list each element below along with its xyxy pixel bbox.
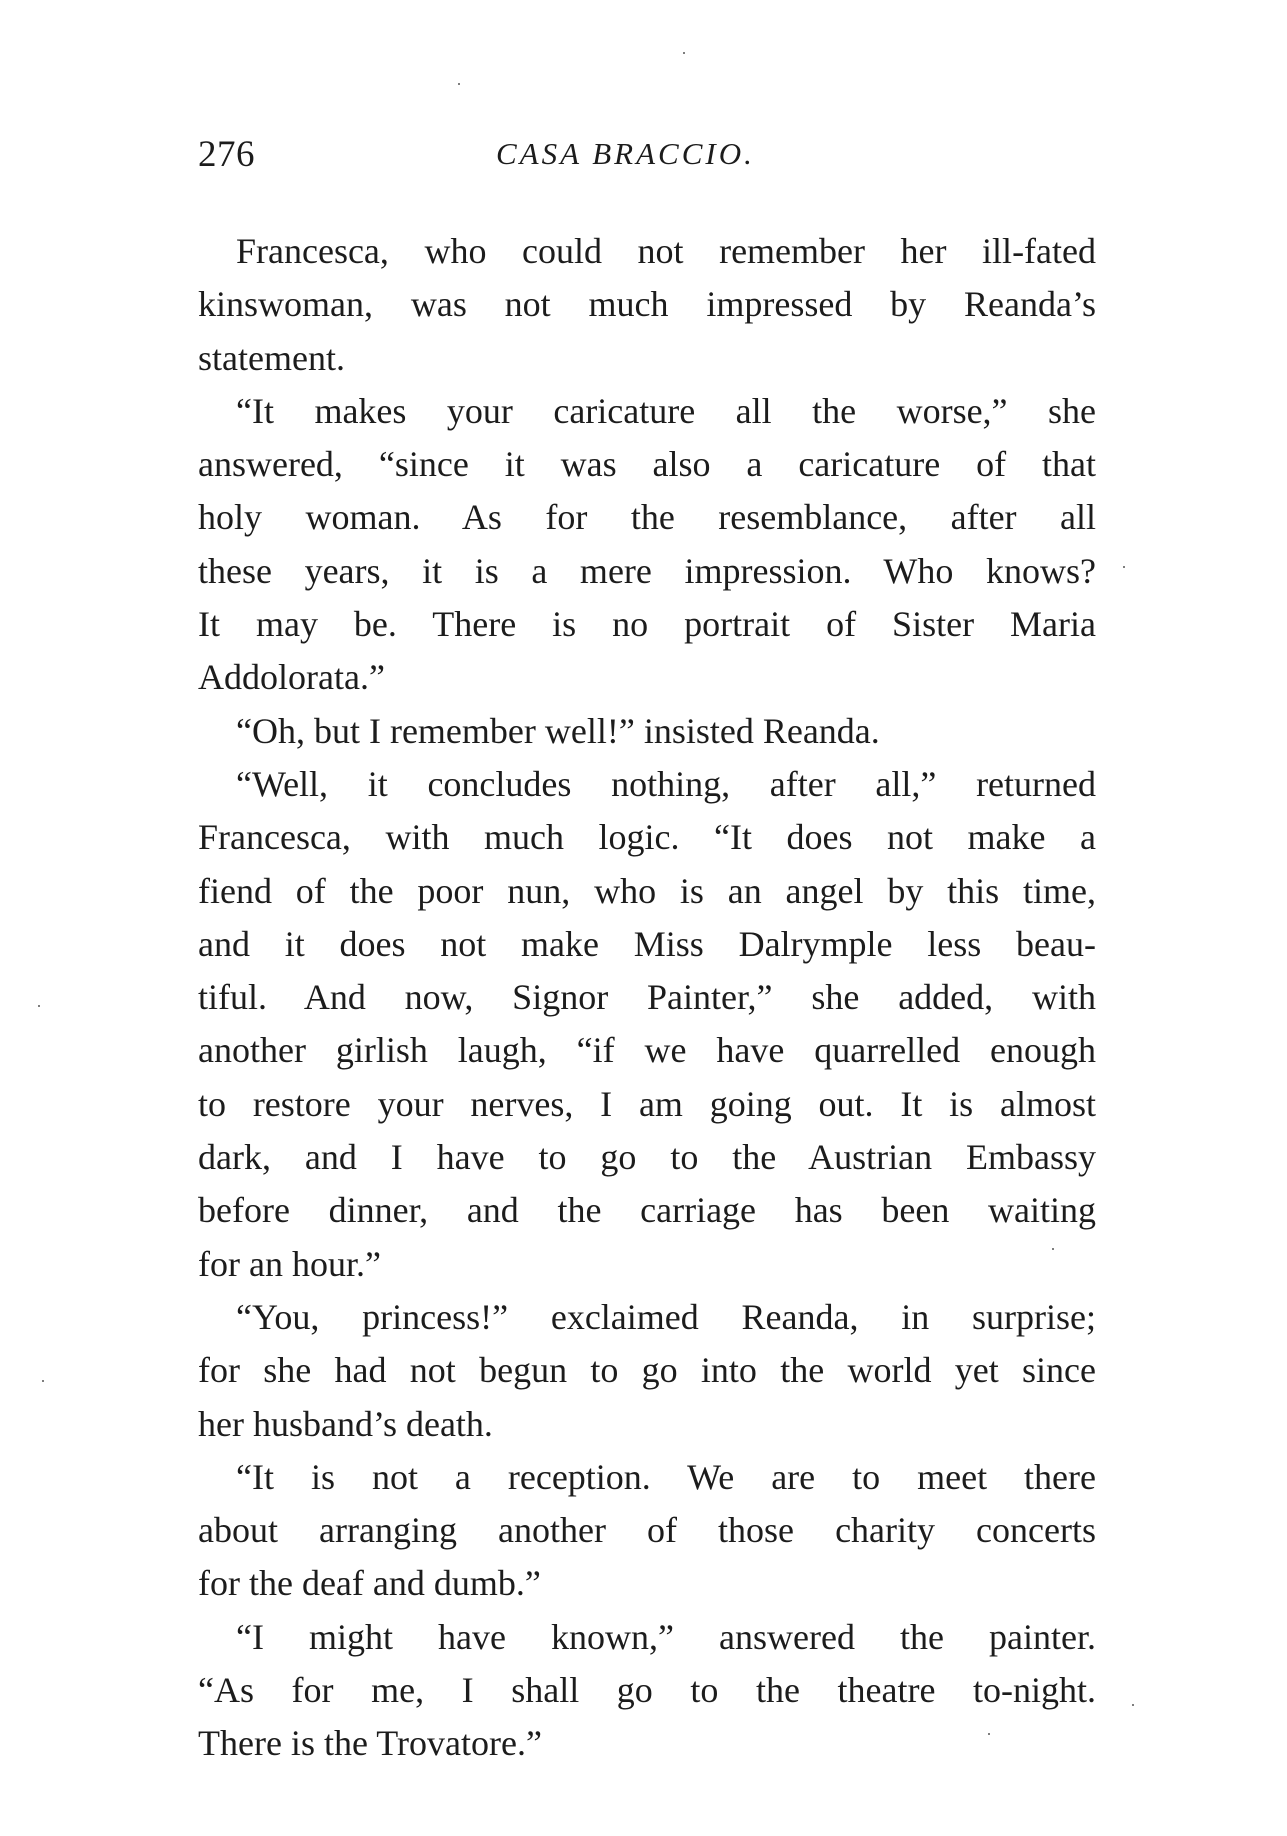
text-line: and it does not make Miss Dalrymple less beau- [198, 923, 1096, 964]
text-line: for she had not begun to go into the world yet since [198, 1350, 1096, 1391]
text-line: Francesca, who could not remember her ill-fated [236, 231, 1096, 271]
text-line: There is the Trovatore.” [198, 1723, 542, 1764]
page-number: 276 [198, 134, 255, 175]
text-line: for an hour.” [198, 1243, 381, 1284]
text-line: Addolorata.” [198, 657, 385, 698]
text-line: It may be. There is no portrait of Sister Maria [198, 604, 1096, 645]
text-line: “Well, it concludes nothing, after all,” returned [236, 763, 1096, 804]
text-line: kinswoman, was not much impressed by Reanda’s [198, 284, 1096, 325]
text-line: tiful. And now, Signor Painter,” she added, with [198, 977, 1096, 1018]
text-line: these years, it is a mere impression. Who knows? [198, 550, 1096, 591]
text-line: to restore your nerves, I am going out. It is almost [198, 1083, 1096, 1124]
text-line: “As for me, I shall go to the theatre to-night. [198, 1670, 1096, 1711]
scan-speck [1052, 1248, 1054, 1250]
scan-speck [1123, 566, 1125, 568]
scan-speck [42, 1380, 44, 1382]
body-text [198, 225, 1096, 1771]
scan-speck [458, 83, 460, 85]
text-line: “It makes your caricature all the worse,” she [236, 390, 1096, 431]
running-head [198, 133, 1096, 183]
scan-speck [988, 1733, 990, 1735]
text-line: statement. [198, 337, 345, 378]
text-line: answered, “since it was also a caricature of that [198, 444, 1096, 485]
text-line: her husband’s death. [198, 1403, 493, 1444]
text-line: dark, and I have to go to the Austrian Embassy [198, 1137, 1096, 1178]
text-line: “It is not a reception. We are to meet there [236, 1456, 1096, 1497]
running-title: CASA BRACCIO. [496, 136, 755, 171]
text-line: “You, princess!” exclaimed Reanda, in surprise; [236, 1296, 1096, 1337]
scan-speck [683, 52, 685, 54]
text-line: fiend of the poor nun, who is an angel by this time, [198, 870, 1096, 911]
text-line: for the deaf and dumb.” [198, 1563, 541, 1604]
scan-speck [1132, 1704, 1134, 1706]
text-line: before dinner, and the carriage has been waiting [198, 1190, 1096, 1231]
text-line: Francesca, with much logic. “It does not make a [198, 817, 1096, 858]
text-line: holy woman. As for the resemblance, after all [198, 497, 1096, 538]
text-line: about arranging another of those charity concerts [198, 1510, 1096, 1551]
scan-speck [38, 1005, 40, 1007]
text-line: “I might have known,” answered the painter. [236, 1616, 1096, 1657]
text-line: “Oh, but I remember well!” insisted Reanda. [236, 710, 880, 751]
text-line: another girlish laugh, “if we have quarrelled enough [198, 1030, 1096, 1071]
